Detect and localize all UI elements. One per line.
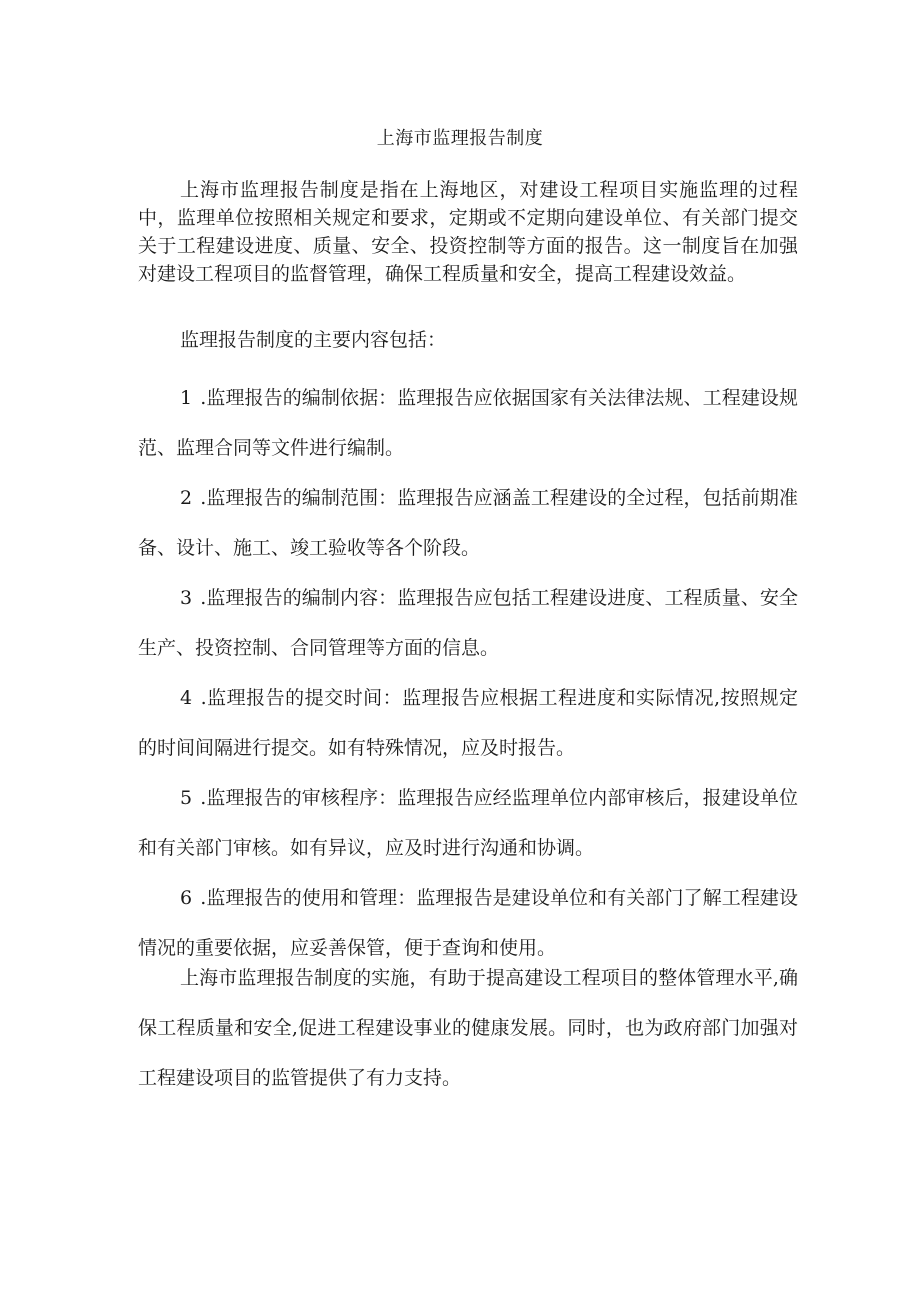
item-text: .监理报告的提交时间：监理报告应根据工程进度和实际情况,按照规定的时间间隔进行提交。如有特殊情况，应及时报告。 [138, 687, 798, 759]
document-title: 上海市监理报告制度 [376, 128, 544, 149]
list-item [138, 473, 798, 573]
list-item [138, 673, 798, 773]
item-text: .监理报告的编制范围：监理报告应涵盖工程建设的全过程，包括前期准备、设计、施工、竣工验收等各个阶段。 [138, 487, 799, 559]
item-text: .监理报告的编制依据：监理报告应依据国家有关法律法规、工程建设规范、监理合同等文件进行编制。 [138, 387, 799, 459]
item-text: .监理报告的审核程序：监理报告应经监理单位内部审核后，报建设单位和有关部门审核。如有异议，应及时进行沟通和协调。 [138, 787, 799, 859]
closing-paragraph: 上海市监理报告制度的实施，有助于提高建设工程项目的整体管理水平,确保工程质量和安全,促进工程建设事业的健康发展。同时，也为政府部门加强对工程建设项目的监管提供了有力支持。 [138, 967, 798, 1089]
list-item [138, 773, 798, 873]
item-number: 1 [180, 387, 195, 409]
list-item [138, 373, 798, 473]
content-list [138, 373, 798, 973]
lead-paragraph: 监理报告制度的主要内容包括： [180, 329, 447, 351]
item-text: .监理报告的使用和管理：监理报告是建设单位和有关部门了解工程建设情况的重要依据，应妥善保管，便于查询和使用。 [138, 887, 799, 959]
list-item [138, 573, 798, 673]
intro-paragraph: 上海市监理报告制度是指在上海地区，对建设工程项目实施监理的过程中，监理单位按照相关规定和要求，定期或不定期向建设单位、有关部门提交关于工程建设进度、质量、安全、投资控制等方面的报告。这一制度旨在加强对建设工程项目的监督管理，确保工程质量和安全，提高工程建设效益。 [138, 179, 798, 285]
item-number: 6 [180, 887, 195, 909]
item-text: .监理报告的编制内容：监理报告应包括工程建设进度、工程质量、安全生产、投资控制、合同管理等方面的信息。 [138, 587, 799, 659]
item-number: 3 [180, 587, 195, 609]
item-number: 2 [180, 487, 195, 509]
item-number: 4 [180, 687, 195, 709]
item-number: 5 [180, 787, 195, 809]
